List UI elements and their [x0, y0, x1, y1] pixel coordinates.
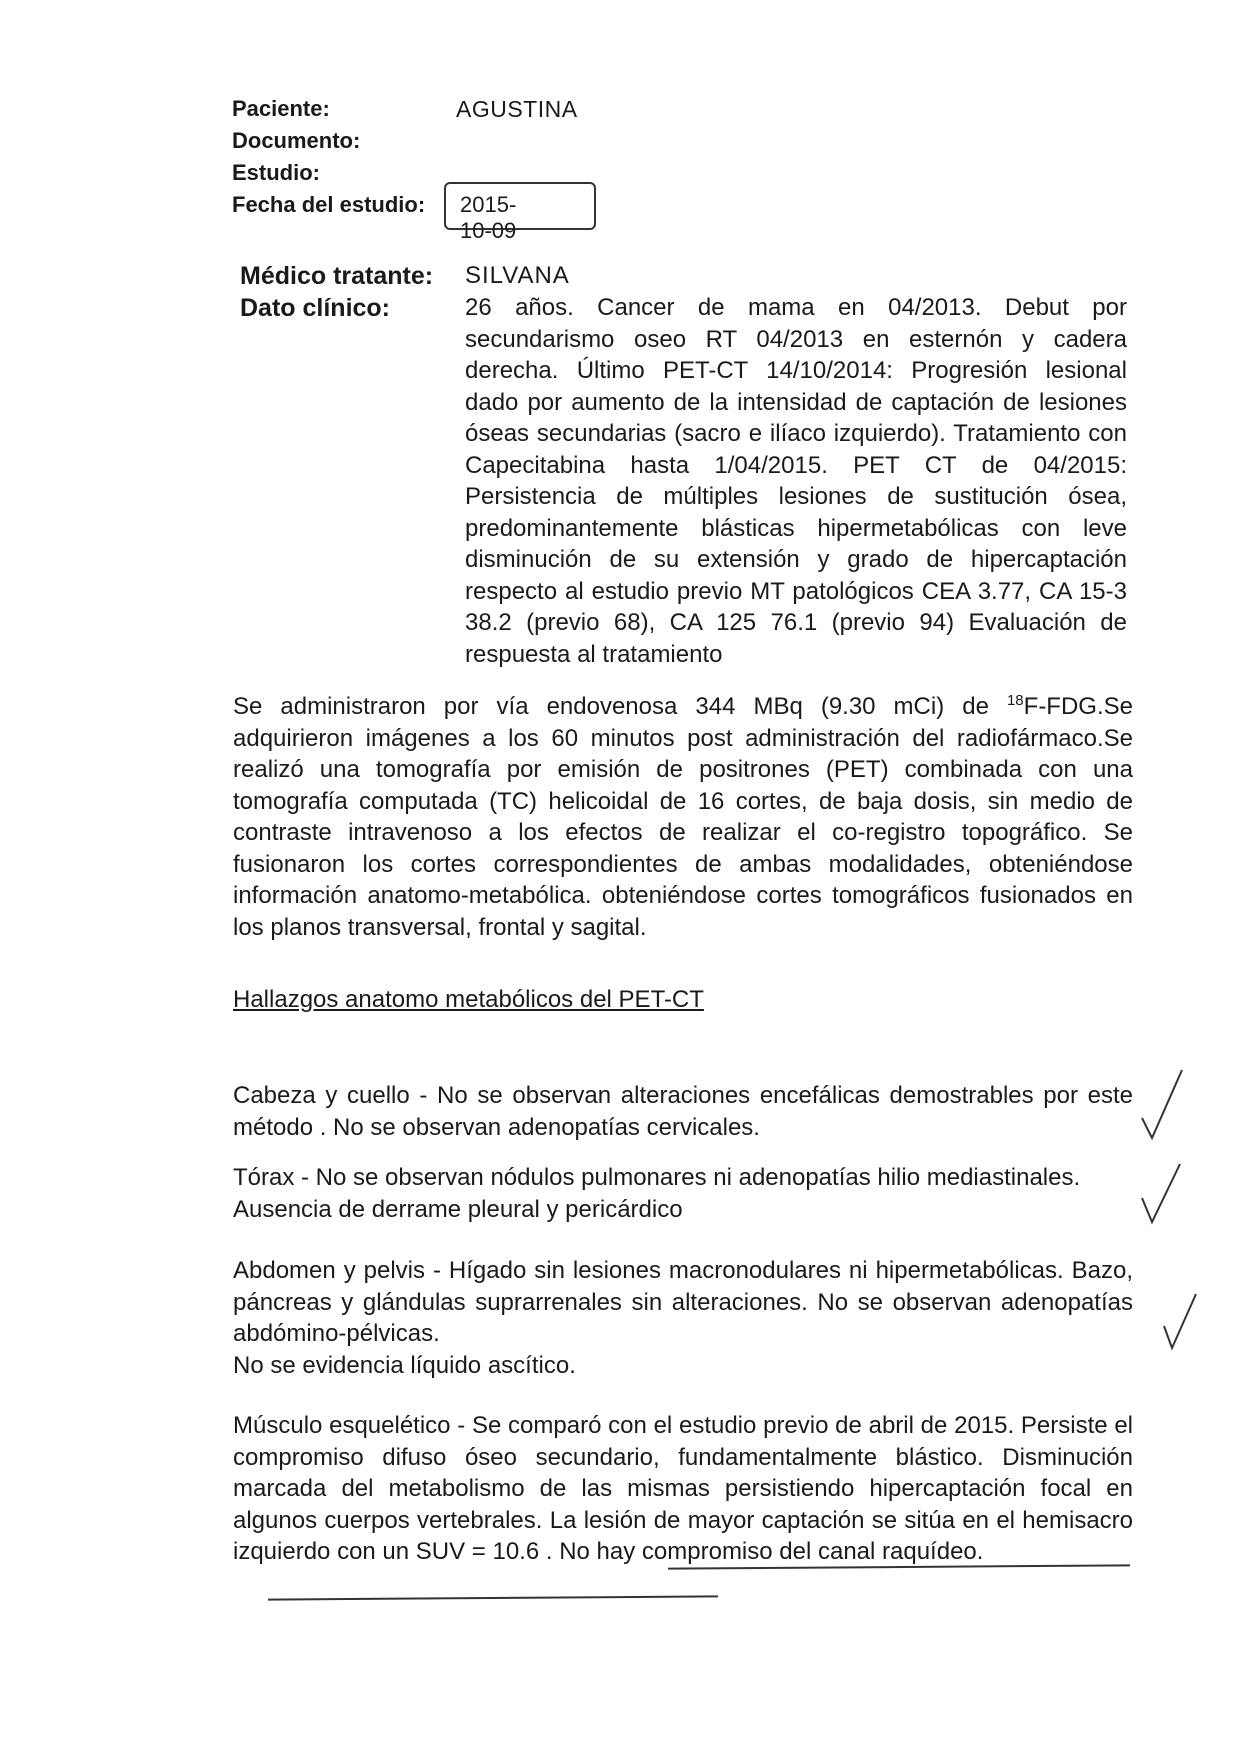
fecha-row [232, 192, 517, 243]
finding-torax-line2: Ausencia de derrame pleural y pericárdico [233, 1195, 683, 1223]
finding-musculo: Músculo esquelético - Se comparó con el estudio previo de abril de 2015. Persiste el compromiso difuso óseo secundario, fundamentalmente blástico. Disminución marcada del metabolismo de las mismas persistiendo hipercaptación focal en algunos cuerpos vertebrales. La lesión de mayor captación se sitúa en el hemisacro izquierdo con un SUV = 10.6 . No hay compromiso del canal raquídeo. [233, 1412, 1133, 1565]
procedure-paragraph [233, 691, 1133, 943]
medico-value: SILVANA [465, 262, 570, 289]
documento-label: Documento: [232, 128, 361, 153]
fecha-value: 2015-10-09 [460, 192, 517, 243]
patient-header [232, 96, 578, 243]
finding-abdomen [233, 1255, 1133, 1381]
medico-label: Médico tratante: [240, 262, 434, 290]
clinical-data [465, 292, 1127, 670]
procedure-text-1: Se administraron por vía endovenosa 344 MBq (9.30 mCi) de [233, 693, 1007, 720]
paciente-value: AGUSTINA [456, 96, 578, 122]
finding-torax [233, 1162, 1133, 1225]
estudio-row [232, 160, 425, 192]
paciente-row [232, 96, 578, 128]
finding-abdomen-line2: No se evidencia líquido ascítico. [233, 1351, 576, 1379]
fecha-label: Fecha del estudio: [232, 192, 426, 217]
isotope-superscript: 18 [1006, 692, 1024, 709]
handwritten-underline [268, 1595, 718, 1600]
check-icon [1138, 1160, 1186, 1230]
clinical-data-text: 26 años. Cancer de mama en 04/2013. Debut por secundarismo oseo RT 04/2013 en esternón y cadera derecha. Último PET-CT 14/10/2014: Progresión lesional dado por aumento de la intensidad de captación de lesiones óseas secundarias (sacro e ilíaco izquierdo). Tratamiento con Capecitabina hasta 1/04/2015. PET CT de 04/2015: Persistencia de múltiples lesiones de sustitución ósea, predominantemente blásticas hipermetabólicas con leve disminución de su extensión y grado de hipercaptación respecto al estudio previo MT patológicos CEA 3.77, CA 15-3 38.2 (previo 68), CA 125 76.1 (previo 94) Evaluación de respuesta al tratamiento [465, 294, 1127, 668]
finding-cabeza: Cabeza y cuello - No se observan alteraciones encefálicas demostrables por este método . No se observan adenopatías cervicales. [233, 1082, 1133, 1141]
documento-row [232, 128, 425, 160]
procedure-text-2: F-FDG.Se adquirieron imágenes a los 60 minutos post administración del radiofármaco.Se realizó una tomografía por emisión de positrones (PET) combinada con una tomografía computada (TC) helicoidal de 16 cortes, de baja dosis, sin medio de contraste intravenoso a los efectos de realizar el co-registro topográfico. Se fusionaron los cortes correspondientes de ambas modalidades, obteniéndose información anatomo-metabólica. obteniéndose cortes tomográficos fusionados en los planos transversal, frontal y sagital. [233, 693, 1133, 941]
check-icon [1138, 1066, 1186, 1146]
finding-torax-line1: Tórax - No se observan nódulos pulmonares ni adenopatías hilio mediastinales. [233, 1164, 1081, 1191]
check-icon [1160, 1290, 1200, 1356]
finding-abdomen-text: Abdomen y pelvis - Hígado sin lesiones macronodulares ni hipermetabólicas. Bazo, páncreas y glándulas suprarrenales sin alteraciones. No se observan adenopatías abdómino-pélvicas. [233, 1257, 1133, 1347]
estudio-label: Estudio: [232, 160, 320, 185]
section-title: Hallazgos anatomo metabólicos del PET-CT [233, 986, 704, 1013]
clinico-label: Dato clínico: [240, 294, 391, 322]
clinical-labels [240, 262, 433, 326]
paciente-label: Paciente: [232, 96, 330, 121]
